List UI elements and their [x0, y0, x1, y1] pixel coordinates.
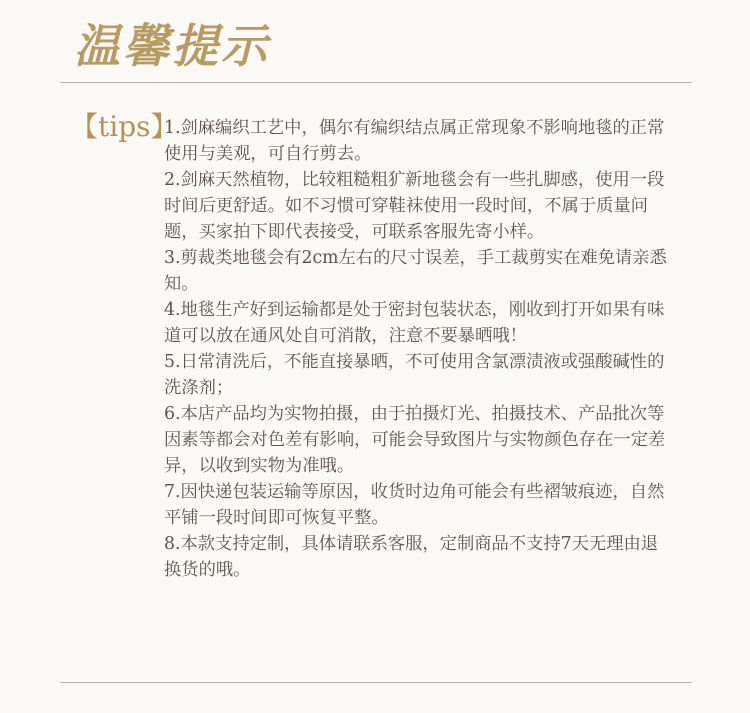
page-title: 温馨提示: [74, 19, 270, 73]
tip-item: 6.本店产品均为实物拍摄，由于拍摄灯光、拍摄技术、产品批次等因素等都会对色差有影响，可能会导致图片与实物颜色存在一定差异，以收到实物为准哦。: [164, 404, 666, 476]
tip-item: 1.剑麻编织工艺中，偶尔有编织结点属正常现象不影响地毯的正常使用与美观，可自行剪去。: [164, 118, 665, 164]
tip-item: 7.因快递包装运输等原因，收货时边角可能会有些褶皱痕迹，自然平铺一段时间即可恢复平整。: [164, 482, 665, 528]
top-divider: [60, 82, 692, 83]
tip-item: 2.剑麻天然植物，比较粗糙粗犷新地毯会有一些扎脚感，使用一段时间后更舒适。如不习惯可穿鞋袜使用一段时间，不属于质量问题，买家拍下即代表接受，可联系客服先寄小样。: [164, 170, 665, 242]
tip-item: 5.日常清洗后，不能直接暴晒，不可使用含氯漂渍液或强酸碱性的洗涤剂；: [164, 352, 665, 398]
tips-label: 【tips】: [70, 110, 179, 143]
tip-item: 4.地毯生产好到运输都是处于密封包装状态，刚收到打开如果有味道可以放在通风处自可消散，注意不要暴晒哦！: [164, 300, 665, 346]
tips-list: [164, 115, 674, 583]
bottom-divider: [60, 682, 692, 683]
tip-item: 3.剪裁类地毯会有2cm左右的尺寸误差，手工裁剪实在难免请亲悉知。: [164, 248, 667, 294]
tip-item: 8.本款支持定制，具体请联系客服，定制商品不支持7天无理由退换货的哦。: [164, 534, 659, 580]
